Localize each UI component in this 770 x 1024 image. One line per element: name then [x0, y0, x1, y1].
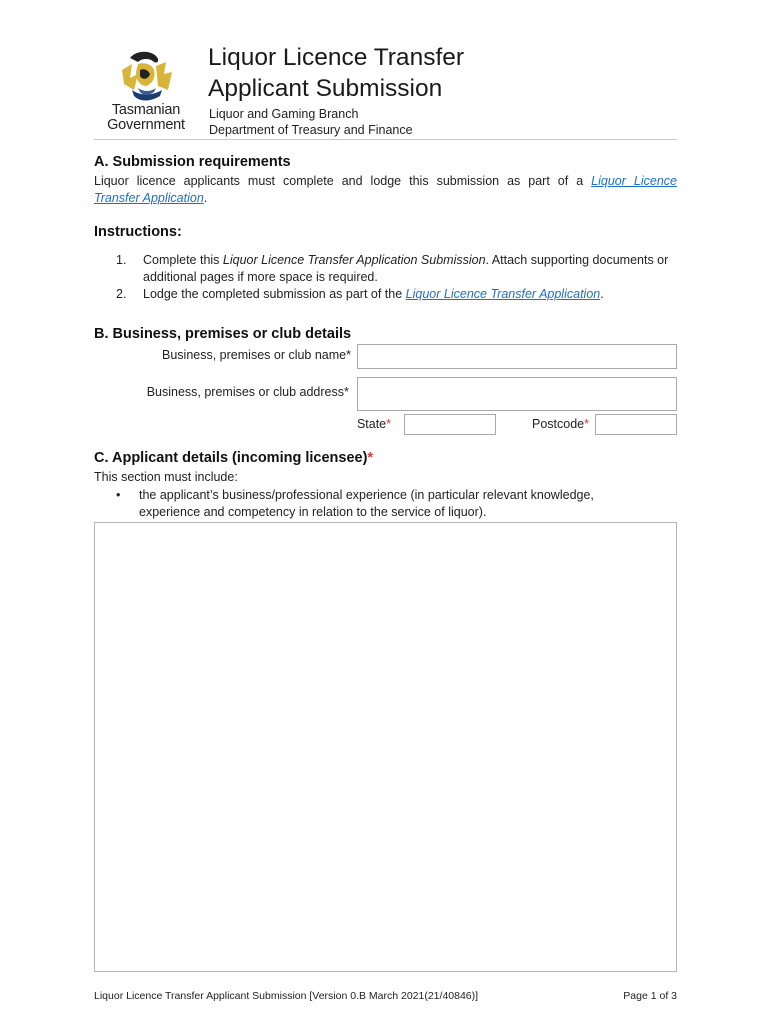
section-c-intro: This section must include: [94, 470, 238, 484]
section-a-text-end: . [203, 191, 208, 205]
instruction-text: Lodge the completed submission as part of the [143, 287, 406, 301]
state-label-text: State [356, 417, 387, 431]
bullet-icon: • [116, 488, 121, 502]
business-address-input[interactable] [357, 377, 677, 411]
title-line-2: Applicant Submission [208, 75, 443, 102]
business-name-label: Business, premises or club name* [162, 348, 351, 362]
logo-line-2: Government [107, 117, 185, 133]
postcode-label-text: Postcode [532, 417, 585, 431]
instruction-number: 1. [116, 253, 127, 267]
transfer-application-link-cont[interactable]: Transfer Application [94, 191, 204, 205]
business-address-label-text: Business, premises or club address [146, 385, 344, 399]
logo-wordmark [98, 103, 194, 133]
section-c-required-mark: * [367, 450, 374, 466]
postcode-label [500, 417, 589, 431]
instruction-item-1 [116, 252, 678, 286]
business-address-required-mark: * [344, 385, 349, 399]
section-c-heading [94, 450, 373, 466]
transfer-application-link[interactable]: Liquor Licence [591, 174, 677, 188]
tasmanian-government-logo [98, 50, 194, 134]
instruction-text-cont: . Attach supporting documents or [485, 253, 669, 267]
section-a-heading: A. Submission requirements [94, 154, 291, 170]
instruction-text-line2: additional pages if more space is required. [143, 270, 378, 284]
section-a-text [94, 173, 677, 207]
business-address-label [94, 385, 344, 399]
title-line-1: Liquor Licence Transfer [208, 44, 465, 71]
tasmanian-tiger-icon [116, 50, 176, 104]
business-name-input[interactable] [357, 344, 677, 369]
instructions-heading: Instructions: [94, 224, 182, 240]
page-title [208, 42, 464, 104]
logo-line-1: Tasmanian [111, 102, 181, 118]
instruction-transfer-link[interactable]: Liquor Licence Transfer Application [405, 287, 601, 301]
instruction-number: 2. [116, 287, 127, 301]
department-name: Department of Treasury and Finance [209, 123, 413, 137]
section-c-bullet [116, 487, 676, 521]
instruction-item-2 [116, 286, 678, 303]
instructions-list [116, 252, 678, 303]
header-divider [94, 139, 677, 140]
branch-name: Liquor and Gaming Branch [209, 107, 359, 121]
bullet-line-2: experience and competency in relation to the service of liquor). [139, 505, 487, 519]
page-subtitle [209, 106, 413, 138]
state-label [300, 417, 391, 431]
postcode-required-mark: * [584, 417, 589, 431]
instruction-text-end: . [600, 287, 604, 301]
footer-document-version: Liquor Licence Transfer Applicant Submission [Version 0.B March 2021(21/40846)] [94, 990, 479, 1002]
instruction-text: Complete this [143, 253, 223, 267]
section-c-heading-text: C. Applicant details (incoming licensee) [94, 450, 368, 466]
section-b-heading: B. Business, premises or club details [94, 326, 352, 342]
applicant-details-textarea[interactable] [94, 522, 677, 972]
bullet-line-1: the applicant’s business/professional experience (in particular relevant knowledge, [139, 488, 594, 502]
instruction-italic: Liquor Licence Transfer Application Submission [222, 253, 486, 267]
state-input[interactable] [404, 414, 496, 435]
section-a-text-start: Liquor licence applicants must complete and lodge this submission as part of a [94, 174, 592, 188]
footer-page-number: Page 1 of 3 [623, 990, 677, 1002]
state-required-mark: * [386, 417, 391, 431]
postcode-input[interactable] [595, 414, 677, 435]
